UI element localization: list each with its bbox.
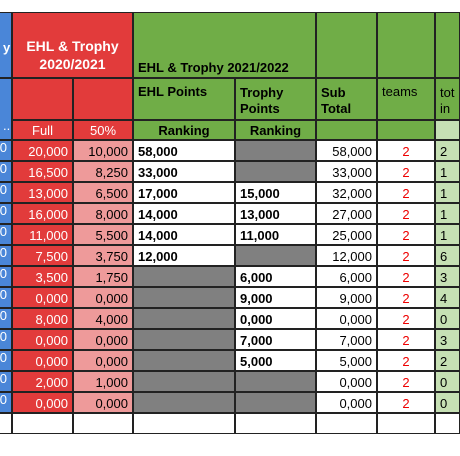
- row-ehl-points[interactable]: 17,000: [133, 182, 235, 203]
- row-sub-total[interactable]: 5,000: [316, 350, 377, 371]
- row-teams[interactable]: 2: [377, 371, 435, 392]
- row-full-value[interactable]: 0,000: [12, 392, 73, 413]
- row-blue-fragment: 0: [0, 308, 12, 329]
- row-blue-fragment: 0: [0, 245, 12, 266]
- ranking-header-1: Ranking: [133, 120, 235, 140]
- row-sub-total[interactable]: 33,000: [316, 161, 377, 182]
- pct-label: 50%: [73, 120, 133, 140]
- row-50pct-value[interactable]: 0,000: [73, 392, 133, 413]
- row-blue-fragment: 0: [0, 266, 12, 287]
- row-full-value[interactable]: 16,000: [12, 203, 73, 224]
- total-header-fragment: tot in: [435, 78, 460, 120]
- row-50pct-value[interactable]: 0,000: [73, 287, 133, 308]
- row-sub-total[interactable]: 6,000: [316, 266, 377, 287]
- row-50pct-value[interactable]: 10,000: [73, 140, 133, 161]
- row-full-value[interactable]: 13,000: [12, 182, 73, 203]
- spacer-green-teams2: [377, 120, 435, 140]
- spacer-red-1: [12, 78, 73, 120]
- row-blue-fragment: 0: [0, 161, 12, 182]
- row-trophy-points[interactable]: 15,000: [235, 182, 316, 203]
- row-total-fragment[interactable]: 2: [435, 140, 460, 161]
- row-50pct-value[interactable]: 0,000: [73, 350, 133, 371]
- row-sub-total[interactable]: 27,000: [316, 203, 377, 224]
- row-50pct-value[interactable]: 4,000: [73, 308, 133, 329]
- row-ehl-points[interactable]: [133, 329, 235, 350]
- row-teams[interactable]: 2: [377, 224, 435, 245]
- row-sub-total[interactable]: 0,000: [316, 371, 377, 392]
- row-ehl-points[interactable]: 14,000: [133, 224, 235, 245]
- header-blue-sub: ..: [0, 78, 12, 140]
- row-ehl-points[interactable]: 14,000: [133, 203, 235, 224]
- row-blue-fragment: 0: [0, 329, 12, 350]
- row-blue-fragment: 0: [0, 224, 12, 245]
- row-total-fragment[interactable]: 0: [435, 308, 460, 329]
- row-blue-fragment: 0: [0, 203, 12, 224]
- row-50pct-value[interactable]: 1,750: [73, 266, 133, 287]
- row-ehl-points[interactable]: [133, 266, 235, 287]
- row-total-fragment[interactable]: 1: [435, 161, 460, 182]
- row-total-fragment[interactable]: 3: [435, 266, 460, 287]
- row-50pct-value[interactable]: 0,000: [73, 329, 133, 350]
- row-total-fragment[interactable]: 0: [435, 392, 460, 413]
- empty-row-cell: [235, 413, 316, 434]
- empty-row-cell: [73, 413, 133, 434]
- empty-row-cell: [0, 413, 12, 434]
- row-trophy-points[interactable]: 5,000: [235, 350, 316, 371]
- row-ehl-points[interactable]: 33,000: [133, 161, 235, 182]
- row-50pct-value[interactable]: 6,500: [73, 182, 133, 203]
- row-trophy-points[interactable]: 9,000: [235, 287, 316, 308]
- spacer-green-sub2: [316, 120, 377, 140]
- row-teams[interactable]: 2: [377, 392, 435, 413]
- row-trophy-points[interactable]: [235, 161, 316, 182]
- row-ehl-points[interactable]: [133, 308, 235, 329]
- ehl-points-header: EHL Points: [133, 78, 235, 120]
- row-full-value[interactable]: 0,000: [12, 350, 73, 371]
- row-trophy-points[interactable]: 6,000: [235, 266, 316, 287]
- row-teams[interactable]: 2: [377, 287, 435, 308]
- row-sub-total[interactable]: 0,000: [316, 308, 377, 329]
- spacer-green-tot2: [435, 120, 460, 140]
- row-sub-total[interactable]: 12,000: [316, 245, 377, 266]
- row-blue-fragment: 0: [0, 182, 12, 203]
- header-ehl-2020: EHL & Trophy 2020/2021: [12, 12, 133, 78]
- row-full-value[interactable]: 0,000: [12, 287, 73, 308]
- row-blue-fragment: 0: [0, 371, 12, 392]
- row-teams[interactable]: 2: [377, 140, 435, 161]
- row-50pct-value[interactable]: 1,000: [73, 371, 133, 392]
- row-total-fragment[interactable]: 4: [435, 287, 460, 308]
- row-teams[interactable]: 2: [377, 266, 435, 287]
- empty-row-cell: [133, 413, 235, 434]
- row-blue-fragment: 0: [0, 287, 12, 308]
- header-ehl-2021: EHL & Trophy 2021/2022: [133, 12, 316, 78]
- row-blue-fragment: 0: [0, 350, 12, 371]
- row-full-value[interactable]: 20,000: [12, 140, 73, 161]
- row-total-fragment[interactable]: 6: [435, 245, 460, 266]
- row-ehl-points[interactable]: [133, 392, 235, 413]
- row-trophy-points[interactable]: [235, 371, 316, 392]
- ranking-header-2: Ranking: [235, 120, 316, 140]
- row-trophy-points[interactable]: [235, 245, 316, 266]
- row-sub-total[interactable]: 58,000: [316, 140, 377, 161]
- row-ehl-points[interactable]: [133, 371, 235, 392]
- spacer-green-teams: [377, 12, 435, 78]
- row-trophy-points[interactable]: [235, 392, 316, 413]
- row-teams[interactable]: 2: [377, 203, 435, 224]
- row-total-fragment[interactable]: 3: [435, 329, 460, 350]
- row-blue-fragment: 0: [0, 392, 12, 413]
- row-trophy-points[interactable]: 7,000: [235, 329, 316, 350]
- row-full-value[interactable]: 2,000: [12, 371, 73, 392]
- row-full-value[interactable]: 11,000: [12, 224, 73, 245]
- sub-total-header: Sub Total: [316, 78, 377, 120]
- row-ehl-points[interactable]: [133, 287, 235, 308]
- spacer-green-tot: [435, 12, 460, 78]
- row-full-value[interactable]: 3,500: [12, 266, 73, 287]
- row-teams[interactable]: 2: [377, 161, 435, 182]
- empty-row-cell: [435, 413, 460, 434]
- header-blue-top: y: [0, 12, 12, 78]
- row-total-fragment[interactable]: 1: [435, 182, 460, 203]
- row-teams[interactable]: 2: [377, 350, 435, 371]
- row-full-value[interactable]: 7,500: [12, 245, 73, 266]
- row-trophy-points[interactable]: [235, 140, 316, 161]
- row-teams[interactable]: 2: [377, 245, 435, 266]
- row-ehl-points[interactable]: 12,000: [133, 245, 235, 266]
- row-full-value[interactable]: 8,000: [12, 308, 73, 329]
- row-teams[interactable]: 2: [377, 182, 435, 203]
- row-total-fragment[interactable]: 1: [435, 203, 460, 224]
- row-total-fragment[interactable]: 1: [435, 224, 460, 245]
- trophy-points-header: Trophy Points: [235, 78, 316, 120]
- teams-header: teams: [377, 78, 435, 120]
- row-full-value[interactable]: 16,500: [12, 161, 73, 182]
- row-teams[interactable]: 2: [377, 329, 435, 350]
- row-50pct-value[interactable]: 5,500: [73, 224, 133, 245]
- row-total-fragment[interactable]: 2: [435, 350, 460, 371]
- row-ehl-points[interactable]: [133, 350, 235, 371]
- row-blue-fragment: 0: [0, 140, 12, 161]
- row-trophy-points[interactable]: 11,000: [235, 224, 316, 245]
- empty-row-cell: [12, 413, 73, 434]
- empty-row-cell: [316, 413, 377, 434]
- row-sub-total[interactable]: 0,000: [316, 392, 377, 413]
- full-label: Full: [12, 120, 73, 140]
- row-ehl-points[interactable]: 58,000: [133, 140, 235, 161]
- spacer-red-2: [73, 78, 133, 120]
- row-50pct-value[interactable]: 8,250: [73, 161, 133, 182]
- empty-row-cell: [377, 413, 435, 434]
- spacer-green-sub: [316, 12, 377, 78]
- row-sub-total[interactable]: 32,000: [316, 182, 377, 203]
- row-total-fragment[interactable]: 0: [435, 371, 460, 392]
- row-full-value[interactable]: 0,000: [12, 329, 73, 350]
- row-trophy-points[interactable]: 0,000: [235, 308, 316, 329]
- row-50pct-value[interactable]: 3,750: [73, 245, 133, 266]
- row-sub-total[interactable]: 9,000: [316, 287, 377, 308]
- row-teams[interactable]: 2: [377, 308, 435, 329]
- row-sub-total[interactable]: 25,000: [316, 224, 377, 245]
- row-trophy-points[interactable]: 13,000: [235, 203, 316, 224]
- row-50pct-value[interactable]: 8,000: [73, 203, 133, 224]
- row-sub-total[interactable]: 7,000: [316, 329, 377, 350]
